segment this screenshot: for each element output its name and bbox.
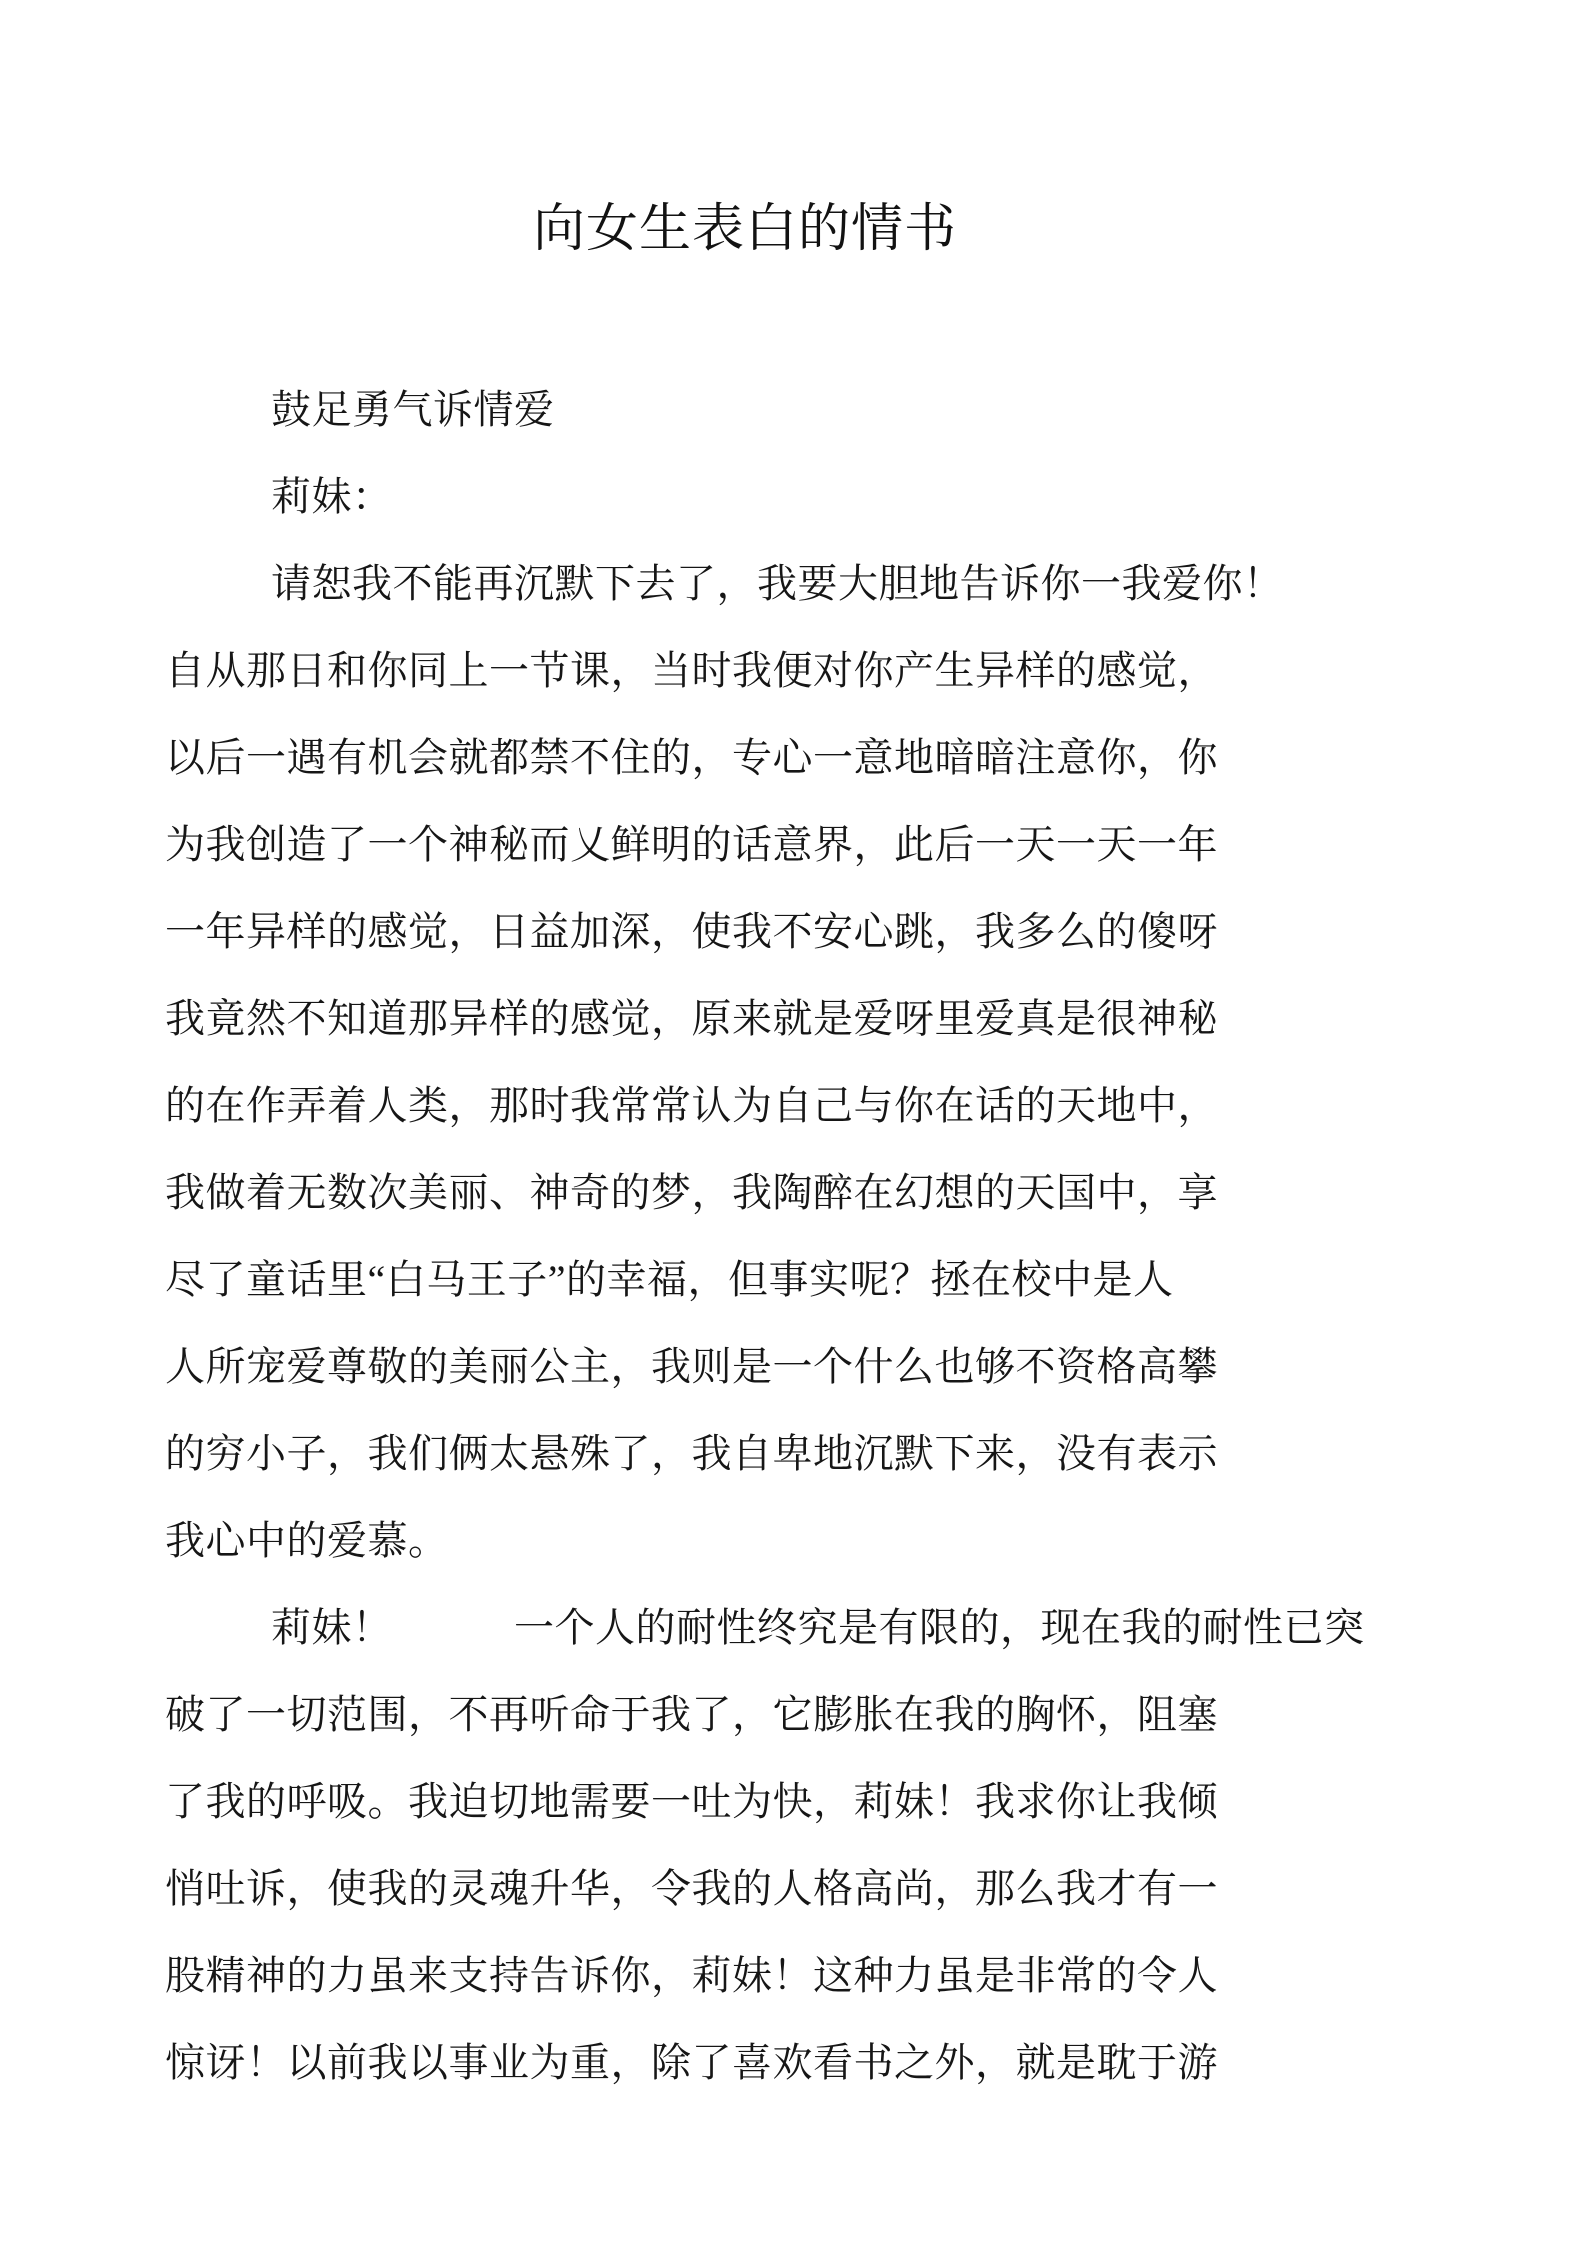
text-line: 我竟然不知道那异样的感觉，原来就是爱呀里爱真是很神秘 [165, 996, 1218, 1041]
text-line: 尽了童话里“白马王子”的幸福，但事实呢？拯在校中是人 [165, 1257, 1174, 1302]
text-line: 我做着无数次美丽、神奇的梦，我陶醉在幻想的天国中，享 [165, 1170, 1218, 1215]
text-line: 莉妹： [271, 474, 393, 519]
text-line: 悄吐诉，使我的灵魂升华，令我的人格高尚，那么我才有一 [165, 1866, 1218, 1911]
text-line: 的穷小子，我们俩太悬殊了，我自卑地沉默下来，没有表示 [165, 1431, 1218, 1476]
text-line: 为我创造了一个神秘而乂鲜明的话意界，此后一天一天一年 [165, 822, 1218, 867]
text-line: 以后一遇有机会就都禁不住的，专心一意地暗暗注意你，你 [165, 735, 1218, 780]
text-line: 我心中的爱慕。 [165, 1518, 449, 1563]
text-line: 人所宠爱尊敬的美丽公主，我则是一个什么也够不资格高攀 [165, 1344, 1218, 1389]
text-line: 请恕我不能再沉默下去了，我要大胆地告诉你一我爱你！ [271, 561, 1284, 606]
text-line: 自从那日和你同上一节课，当时我便对你产生异样的感觉， [165, 648, 1218, 693]
text-line: 惊讶！以前我以事业为重，除了喜欢看书之外，就是耽于游 [165, 2040, 1218, 2085]
text-line: 的在作弄着人类，那时我常常认为自己与你在话的天地中， [165, 1083, 1218, 1128]
text-line: 莉妹！ 一个人的耐性终究是有限的，现在我的耐性已突 [271, 1605, 1365, 1650]
text-line: 破了一切范围，不再听命于我了，它膨胀在我的胸怀，阻塞 [165, 1692, 1218, 1737]
document-body [165, 366, 1465, 2106]
text-line: 了我的呼吸。我迫切地需要一吐为快，莉妹！我求你让我倾 [165, 1779, 1218, 1824]
document-title: 向女生表白的情书 [532, 201, 957, 258]
text-line: 鼓足勇气诉情爱 [271, 387, 555, 432]
text-line: 一年异样的感觉，日益加深，使我不安心跳，我多么的傻呀 [165, 909, 1218, 954]
text-line: 股精神的力虽来支持告诉你，莉妹！这种力虽是非常的令人 [165, 1953, 1218, 1998]
